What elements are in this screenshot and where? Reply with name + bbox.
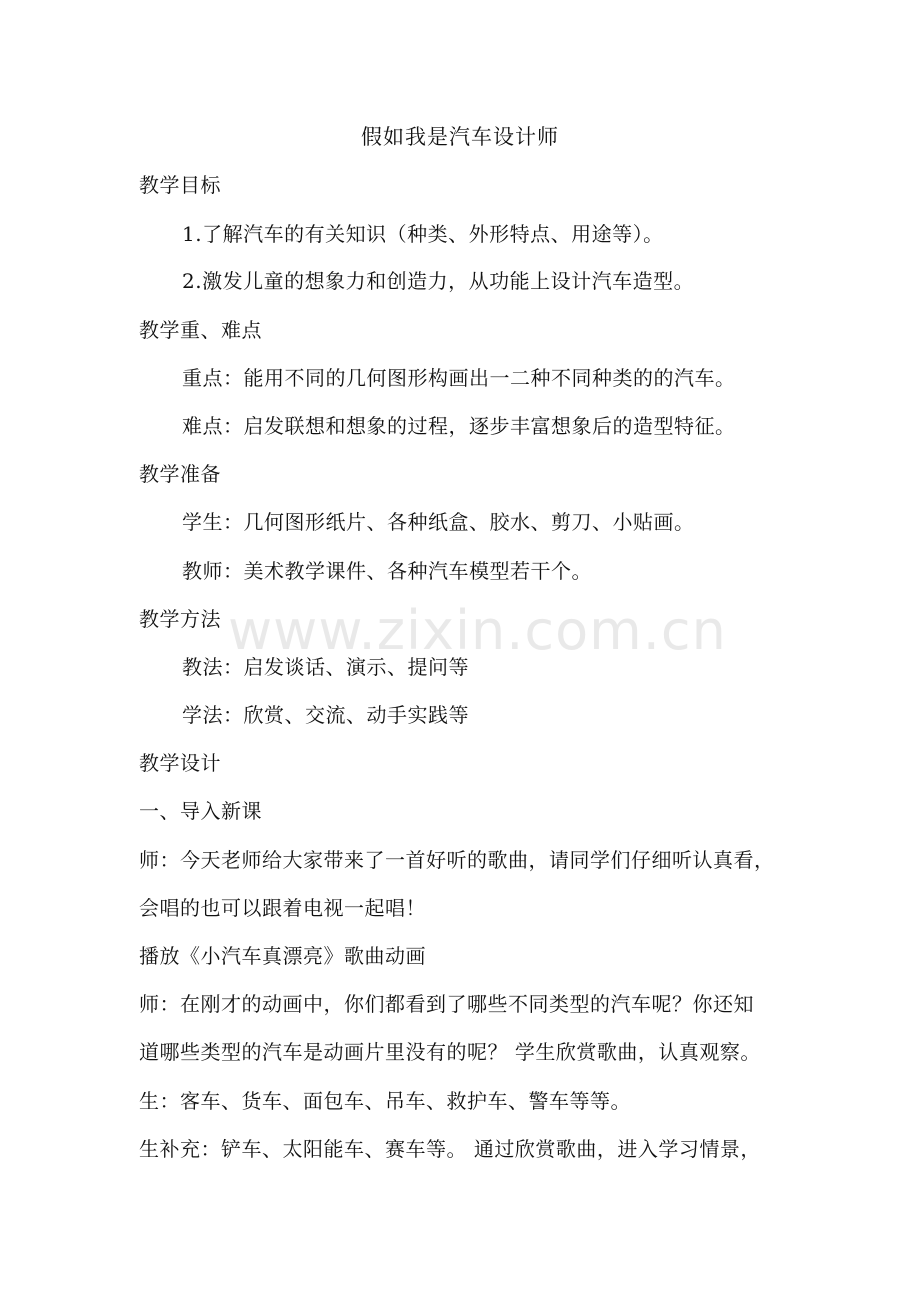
paragraph-line: 生：客车、货车、面包车、吊车、救护车、警车等等。: [139, 1089, 631, 1113]
paragraph-line: 师：在刚才的动画中，你们都看到了哪些不同类型的汽车呢？你还知: [139, 992, 754, 1016]
paragraph-line: 生补充：铲车、太阳能车、赛车等。 通过欣赏歌曲，进入学习情景，: [139, 1137, 761, 1161]
paragraph-line: 播放《小汽车真漂亮》歌曲动画: [139, 944, 426, 968]
document-title: 假如我是汽车设计师: [361, 125, 559, 149]
key-point: 重点：能用不同的几何图形构画出一二种不同种类的的汽车。: [182, 366, 736, 390]
paragraph-line: 师：今天老师给大家带来了一首好听的歌曲，请同学们仔细听认真看，: [139, 848, 775, 872]
paragraph-line: 会唱的也可以跟着电视一起唱！: [139, 896, 426, 920]
method-learning: 学法：欣赏、交流、动手实践等: [182, 703, 469, 727]
difficult-point: 难点：启发联想和想象的过程，逐步丰富想象后的造型特征。: [182, 414, 736, 438]
key-points-heading: 教学重、难点: [139, 318, 262, 342]
watermark: www.zixin.com.cn: [228, 599, 727, 662]
objective-2: 2.激发儿童的想象力和创造力，从功能上设计汽车造型。: [182, 269, 695, 293]
intro-heading: 一、导入新课: [139, 799, 262, 823]
prep-students: 学生：几何图形纸片、各种纸盒、胶水、剪刀、小贴画。: [182, 510, 695, 534]
preparation-heading: 教学准备: [139, 462, 221, 486]
method-teaching: 教法：启发谈话、演示、提问等: [182, 655, 469, 679]
objective-1: 1.了解汽车的有关知识（种类、外形特点、用途等）。: [182, 222, 664, 246]
paragraph-line: 道哪些类型的汽车是动画片里没有的呢？ 学生欣赏歌曲，认真观察。: [139, 1040, 761, 1064]
methods-heading: 教学方法: [139, 607, 221, 631]
design-heading: 教学设计: [139, 751, 221, 775]
prep-teacher: 教师：美术教学课件、各种汽车模型若干个。: [182, 559, 592, 583]
objectives-heading: 教学目标: [139, 173, 221, 197]
